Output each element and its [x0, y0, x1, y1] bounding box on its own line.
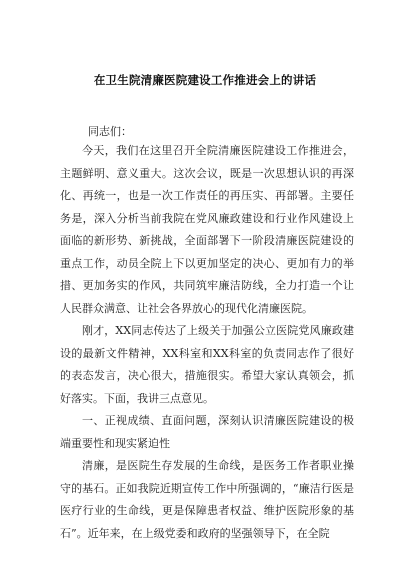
salutation: 同志们： — [88, 125, 132, 138]
paragraph-2-container — [60, 320, 354, 410]
section-heading-container — [60, 410, 354, 455]
paragraph-1-container — [60, 140, 354, 320]
section-heading: 一、正视成绩、直面问题，深刻认识清廉医院建设的极端重要性和现实紧迫性 — [60, 414, 354, 450]
paragraph: 刚才，XX同志传达了上级关于加强公立医院党风廉政建设的最新文件精神，XX科室和XX科室的负责同志作了很好的表态发言，决心很大，措施很实。希望大家认真领会，抓好落实。下面，我讲三点意见。 — [60, 324, 354, 405]
paragraph: 清廉，是医院生存发展的生命线，是医务工作者职业操守的基石。正如我院近期宣传工作中所强调的，“廉洁行医是医疗行业的生命线，更是保障患者权益、维护医院形象的基石”。近年来，在上级党委和政府的坚强领导下，在全院 — [60, 459, 354, 540]
document-title: 在卫生院清廉医院建设工作推进会上的讲话 — [93, 73, 317, 87]
paragraph: 今天，我们在这里召开全院清廉医院建设工作推进会，主题鲜明、意义重大。这次会议，既是一次思想认识的再深化、再统一，也是一次工作责任的再压实、再部署。主要任务是，深入分析当前我院在党风廉政建设和行业作风建设上面临的新形势、新挑战，全面部署下一阶段清廉医院建设的重点工作，动员全院上下以更加坚定的决心、更加有力的举措、更加务实的作风，共同筑牢廉洁防线，全力打造一个让人民群众满意、让社会各界放心的现代化清廉医院。 — [60, 144, 354, 315]
paragraph-3-container — [60, 455, 354, 545]
